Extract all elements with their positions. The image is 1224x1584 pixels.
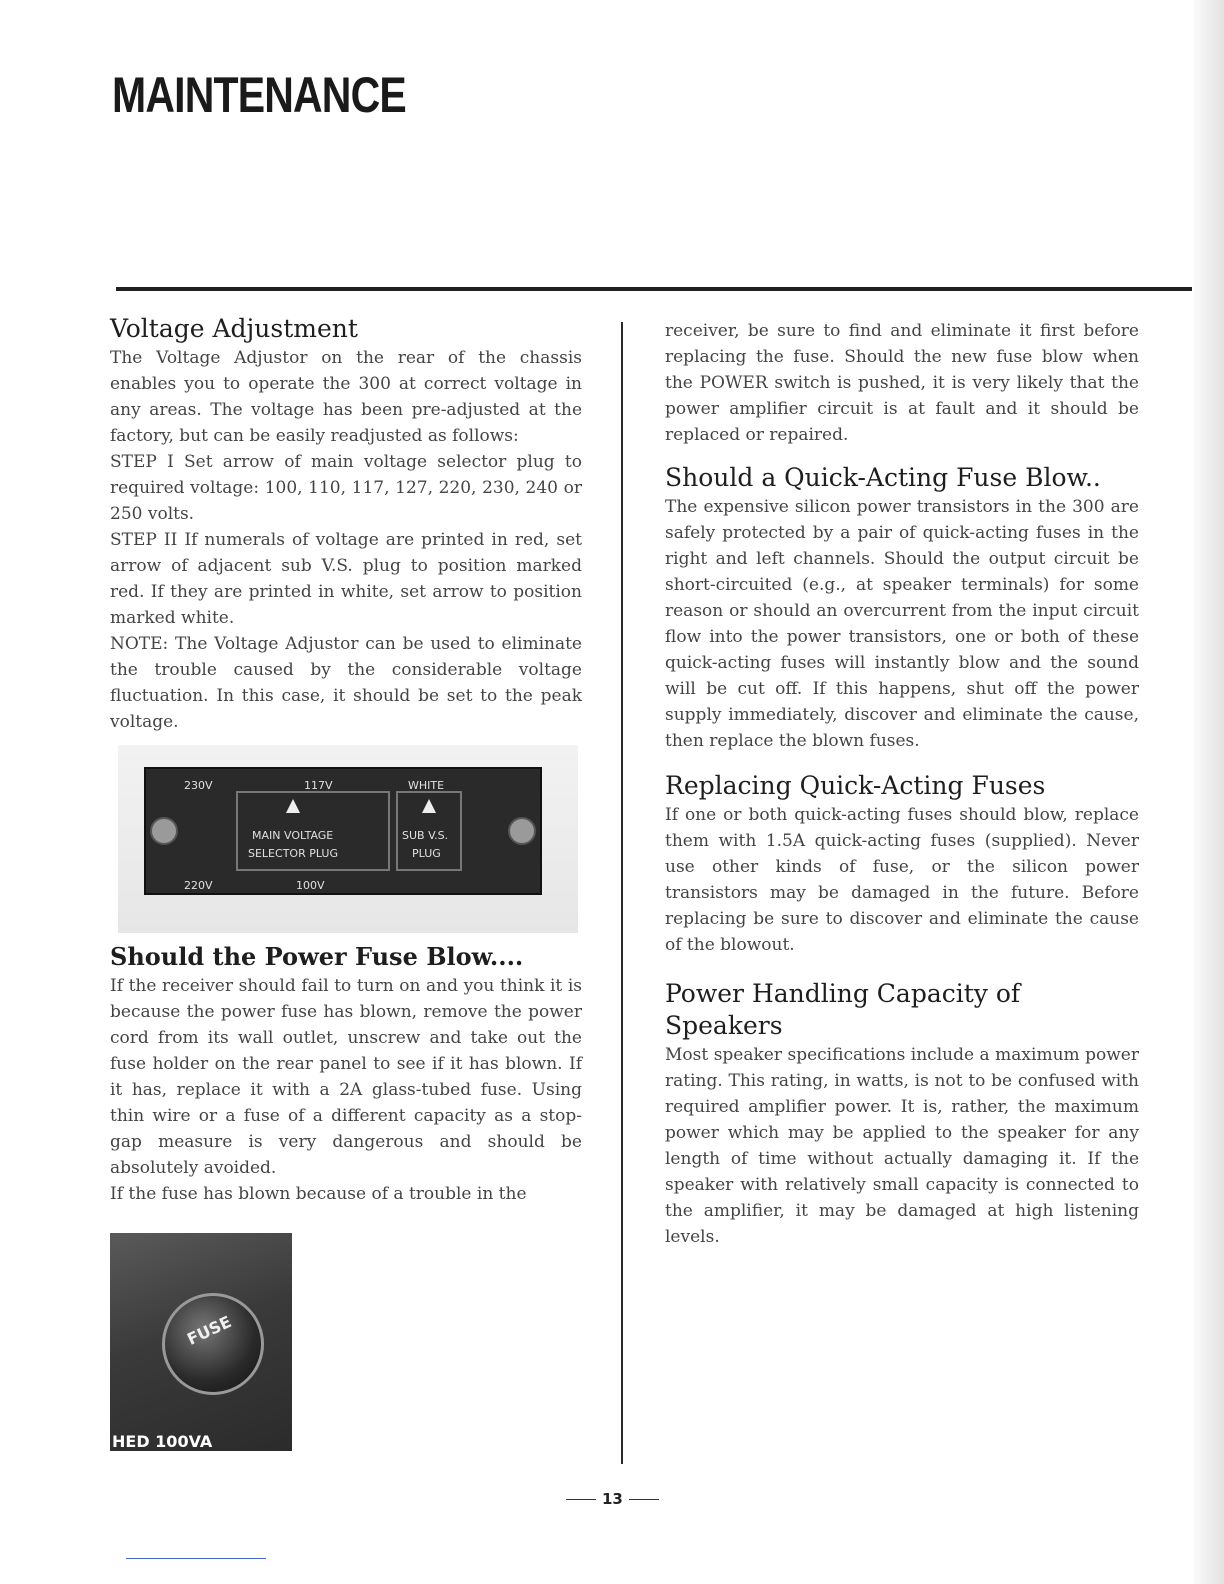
arrow-up-icon (286, 799, 300, 813)
arrow-up-icon (422, 799, 436, 813)
page-title: MAINTENANCE (112, 67, 406, 123)
power-fuse-text: If the receiver should fail to turn on and you think it is because the power fuse has blown, remove the power cord from its wall outlet, unscrew and take out the fuse holder on the rear panel to see if it has blown. If it has, replace it with a 2A glass-tubed fuse. Using thin wire or a fuse of a different capacity as a stop-gap measure is very dangerous and should be absolutely avoided. (110, 976, 582, 1178)
fuse-word: FUSE (184, 1312, 235, 1349)
column-divider (621, 322, 623, 1464)
voltage-selector-photo (118, 745, 578, 933)
sub-vs-plug (396, 791, 462, 871)
voltage-step-2: STEP II If numerals of voltage are printed in red, set arrow of adjacent sub V.S. plug to position marked red. If they are printed in white, set arrow to position marked white. (110, 530, 582, 628)
replacing-heading: Replacing Quick-Acting Fuses (665, 771, 1046, 800)
power-fuse-text-2: If the fuse has blown because of a trouble in the (110, 1184, 527, 1204)
voltage-heading: Voltage Adjustment (110, 314, 358, 343)
voltage-note: NOTE: The Voltage Adjustor can be used to eliminate the trouble caused by the considerable voltage fluctuation. In this case, it should be set to the peak voltage. (110, 634, 582, 732)
footnote-rule (126, 1558, 266, 1559)
label-230v: 230V (184, 779, 213, 792)
left-column (110, 313, 582, 1207)
quick-fuse-text: The expensive silicon power transistors in the 300 are safely protected by a pair of quick-acting fuses in the right and left channels. Should the output circuit be short-circuited (e.g., at speaker terminals) for some reason or should an overcurrent from the input circuit flow into the power transistors, one or both of these quick-acting fuses will instantly blow and the sound will be cut off. If this happens, shut off the power supply immediately, discover and eliminate the cause, then replace the blown fuses. (665, 497, 1139, 751)
power-fuse-heading: Should the Power Fuse Blow.... (110, 942, 524, 971)
replacing-text: If one or both quick-acting fuses should blow, replace them with 1.5A quick-acting fuses (supplied). Never use other kinds of fuse, or the silicon power transistors may be damaged in the future. Before replacing be sure to discover and eliminate the cause of the blowout. (665, 805, 1139, 955)
fuse-holder-photo (110, 1233, 292, 1451)
label-selector-plug: SELECTOR PLUG (248, 847, 338, 860)
right-column (665, 318, 1139, 1250)
voltage-intro: The Voltage Adjustor on the rear of the chassis enables you to operate the 300 at correct voltage in any areas. The voltage has been pre-adjusted at the factory, but can be easily readjusted as follows: (110, 348, 582, 446)
fuse-photo-caption: HED 100VA (112, 1432, 213, 1451)
power-fuse-text-continued: receiver, be sure to find and eliminate it first before replacing the fuse. Should the new fuse blow when the POWER switch is pushed, it is very likely that the power amplifier circuit is at fault and it should be replaced or repaired. (665, 321, 1139, 445)
label-sub-vs: SUB V.S. (402, 829, 449, 842)
quick-fuse-heading: Should a Quick-Acting Fuse Blow.. (665, 463, 1101, 492)
fuse-knob (162, 1293, 264, 1395)
dash-right (629, 1499, 659, 1500)
screw-icon (150, 817, 178, 845)
page-number-text: 13 (602, 1490, 623, 1508)
voltage-step-1: STEP I Set arrow of main voltage selector plug to required voltage: 100, 110, 117, 127, 220, 230, 240 or 250 volts. (110, 452, 582, 524)
screw-icon (508, 817, 536, 845)
speakers-heading: Power Handling Capacity of Speakers (665, 979, 1021, 1040)
voltage-selector-panel (144, 767, 542, 895)
speakers-text: Most speaker specifications include a maximum power rating. This rating, in watts, is not to be confused with required amplifier power. It is, rather, the maximum power which may be applied to the speaker for any length of time without actually damaging it. If the speaker with relatively small capacity is connected to the amplifier, it may be damaged at high listening levels. (665, 1045, 1139, 1247)
label-plug: PLUG (412, 847, 441, 860)
page-edge-shadow (1194, 0, 1224, 1584)
label-220v: 220V (184, 879, 213, 892)
header-rule (116, 287, 1192, 291)
label-white: WHITE (408, 779, 445, 792)
label-main-voltage: MAIN VOLTAGE (252, 829, 334, 842)
label-117v: 117V (304, 779, 333, 792)
dash-left (566, 1499, 596, 1500)
page-number (560, 1490, 665, 1508)
main-voltage-plug (236, 791, 390, 871)
label-100v: 100V (296, 879, 325, 892)
